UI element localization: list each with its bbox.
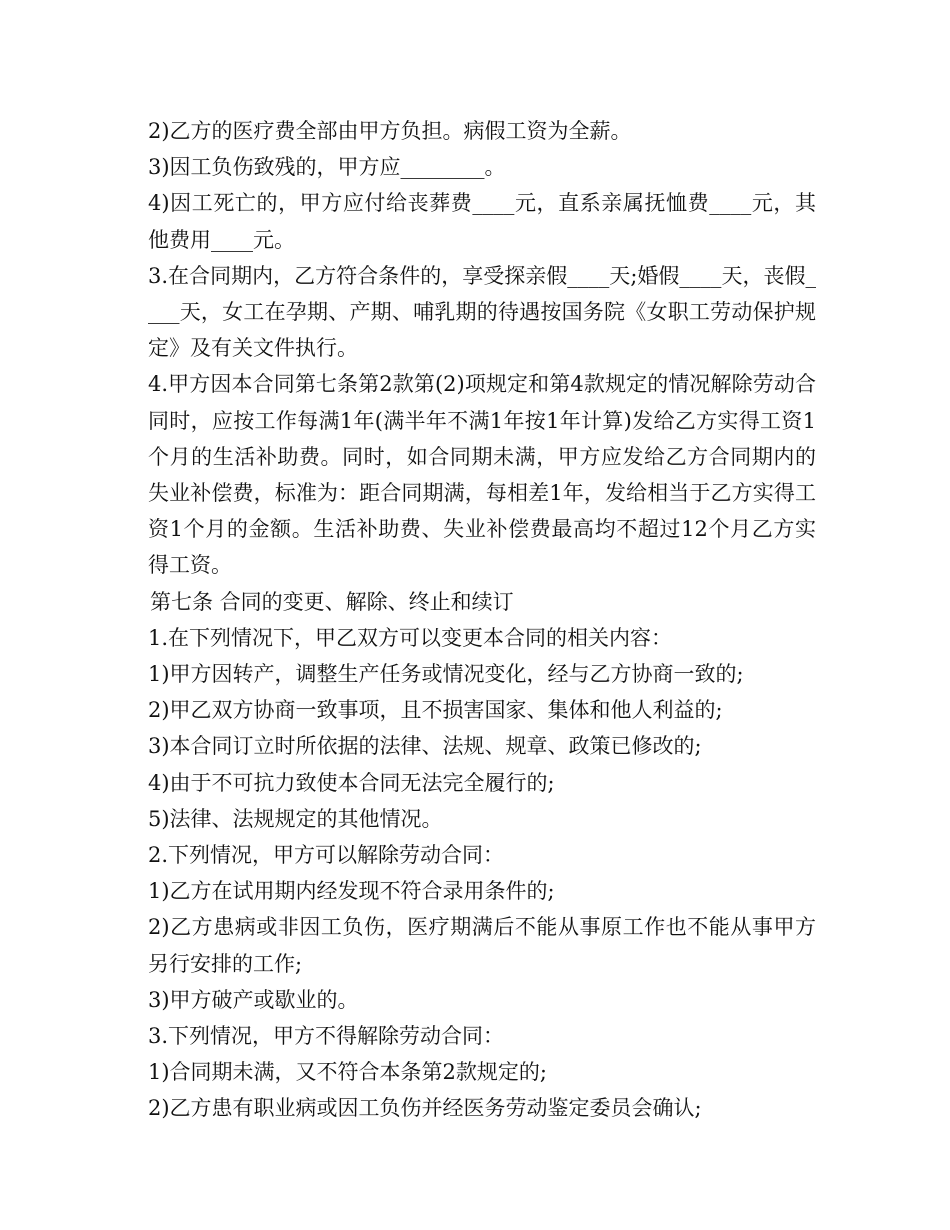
paragraph: 2)乙方的医疗费全部由甲方负担。病假工资为全薪。 [148, 119, 632, 143]
list-item: 2)乙方患病或非因工负伤，医疗期满后不能从事原工作也不能从事甲方另行安排的工作; [148, 915, 816, 976]
list-item: 3)甲方破产或歇业的。 [148, 987, 359, 1012]
list-item: 2)甲乙双方协商一致事项，且不损害国家、集体和他人利益的; [148, 698, 723, 723]
paragraph: 3.在合同期内，乙方符合条件的，享受探亲假____天;婚假____天，丧假____天，女工在孕期、产期、哺乳期的待遇按国务院《女职工劳动保护规定》及有关文件执行。 [148, 263, 816, 361]
list-item: 1)乙方在试用期内经发现不符合录用条件的; [148, 879, 555, 904]
paragraph: 1.在下列情况下，甲乙双方可以变更本合同的相关内容： [148, 625, 673, 650]
paragraph: 4.甲方因本合同第七条第2款第(2)项规定和第4款规定的情况解除劳动合同时，应按工作每满1年(满半年不满1年按1年计算)发给乙方实得工资1个月的生活补助费。同时，如合同期未满，甲方应发给乙方合同期内的失业补偿费，标准为：距合同期满，每相差1年，发给相当于乙方实得工资1个月的金额。生活补助费、失业补偿费最高均不超过12个月乙方实得工资。 [148, 372, 816, 578]
paragraph: 3)因工负伤致残的，甲方应________。 [148, 155, 506, 180]
document-body [140, 113, 816, 1127]
section-heading: 第七条 合同的变更、解除、终止和续订 [150, 589, 514, 614]
list-item: 4)由于不可抗力致使本合同无法完全履行的; [148, 770, 555, 795]
list-item: 2)乙方患有职业病或因工负伤并经医务劳动鉴定委员会确认; [148, 1096, 702, 1121]
list-item: 5)法律、法规规定的其他情况。 [148, 806, 443, 831]
paragraph: 2.下列情况，甲方可以解除劳动合同： [148, 843, 505, 868]
list-item: 1)合同期未满，又不符合本条第2款规定的; [148, 1060, 547, 1085]
list-item: 3)本合同订立时所依据的法律、法规、规章、政策已修改的; [148, 734, 702, 759]
paragraph: 4)因工死亡的，甲方应付给丧葬费____元，直系亲属抚恤费____元，其他费用____元。 [148, 191, 816, 252]
list-item: 1)甲方因转产，调整生产任务或情况变化，经与乙方协商一致的; [148, 662, 744, 687]
paragraph: 3.下列情况，甲方不得解除劳动合同： [148, 1024, 505, 1049]
